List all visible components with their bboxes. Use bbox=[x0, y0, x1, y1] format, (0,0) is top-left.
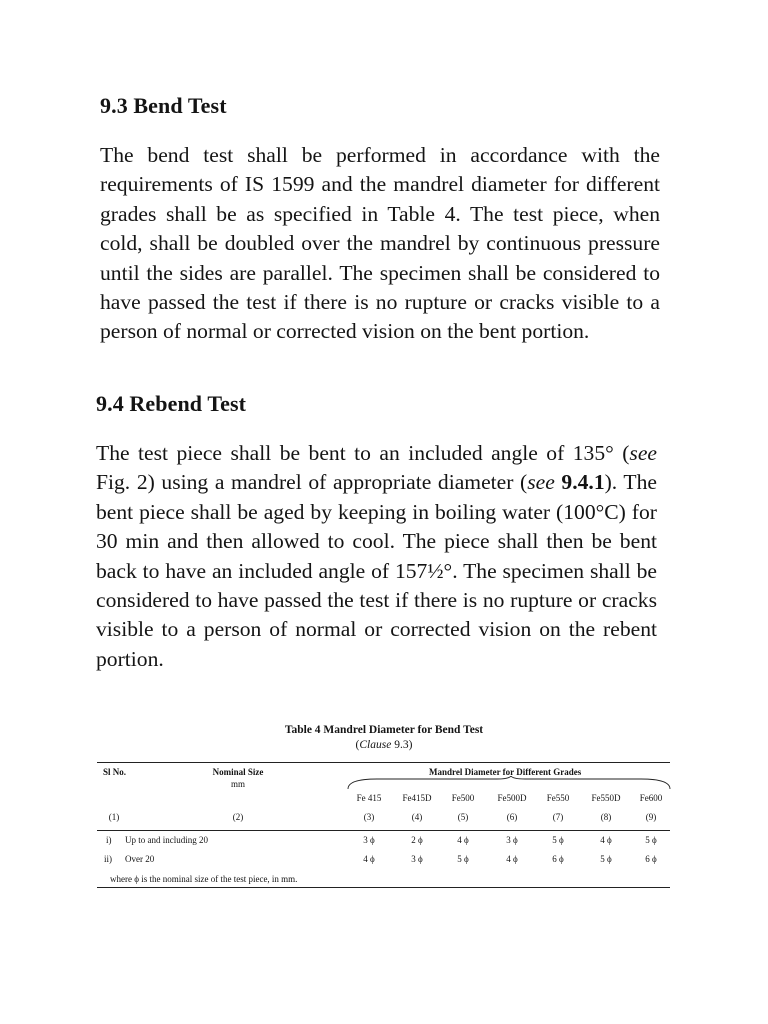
header-nominal-size: Nominal Size bbox=[212, 767, 264, 777]
section-9-4-heading: 9.4 Rebend Test bbox=[96, 391, 247, 416]
mandrel-diameter-cell: 3 ϕ bbox=[363, 835, 375, 845]
mandrel-diameter-cell: 2 ϕ bbox=[411, 835, 423, 845]
column-number: (1) bbox=[108, 812, 120, 822]
section-9-4-paragraph: The test piece shall be bent to an included angle of 135° (see Fig. 2) using a mandrel of appropriate diameter (see 9.4.1). The bent piece shall be aged by keeping in boiling water (100°C) for 30 min and then allowed to cool. The piece shall then be bent back to have an included angle of 157½°. The specimen shall be considered to have passed the test if there is no rupture or cracks visible to a person of normal or corrected vision on the rebent portion. bbox=[96, 441, 657, 671]
column-number: (6) bbox=[506, 812, 518, 822]
row-sl-no: i) bbox=[106, 835, 112, 845]
column-number: (8) bbox=[600, 812, 612, 822]
grade-header: Fe415D bbox=[402, 793, 432, 803]
column-number: (3) bbox=[363, 812, 375, 822]
mandrel-diameter-cell: 4 ϕ bbox=[506, 854, 518, 864]
table-clause: (Clause 9.3) bbox=[355, 739, 413, 751]
grade-header: Fe500 bbox=[451, 793, 475, 803]
section-9-3-paragraph: The bend test shall be performed in accordance with the requirements of IS 1599 and the mandrel diameter for different grades shall be as specified in Table 4. The test piece, when cold, shall be doubled over the mandrel by continuous pressure until the sides are parallel. The specimen shall be considered to have passed the test if there is no rupture or cracks visible to a person of normal or corrected vision on the bent portion. bbox=[100, 143, 660, 344]
grade-header: Fe 415 bbox=[356, 793, 382, 803]
clause-reference: 9.4.1 bbox=[554, 470, 605, 495]
column-number: (5) bbox=[457, 812, 469, 822]
grade-header: Fe550D bbox=[591, 793, 621, 803]
column-number: (7) bbox=[552, 812, 564, 822]
mandrel-diameter-cell: 3 ϕ bbox=[411, 854, 423, 864]
column-number: (2) bbox=[232, 812, 244, 822]
group-brace-icon bbox=[347, 776, 672, 790]
mandrel-diameter-cell: 6 ϕ bbox=[552, 854, 564, 864]
table-bottom-rule bbox=[97, 887, 670, 888]
mandrel-diameter-cell: 5 ϕ bbox=[645, 835, 657, 845]
mandrel-diameter-cell: 4 ϕ bbox=[363, 854, 375, 864]
column-number: (9) bbox=[645, 812, 657, 822]
mandrel-diameter-cell: 5 ϕ bbox=[600, 854, 612, 864]
grade-header: Fe500D bbox=[497, 793, 527, 803]
row-nominal-size: Over 20 bbox=[125, 854, 155, 864]
see-reference-clause: see bbox=[527, 470, 555, 495]
mandrel-diameter-table bbox=[97, 762, 670, 888]
mandrel-diameter-cell: 3 ϕ bbox=[506, 835, 518, 845]
mandrel-diameter-cell: 5 ϕ bbox=[457, 854, 469, 864]
grade-header: Fe600 bbox=[639, 793, 663, 803]
header-sl-no: Sl No. bbox=[103, 767, 127, 777]
mandrel-diameter-cell: 4 ϕ bbox=[457, 835, 469, 845]
grade-header: Fe550 bbox=[546, 793, 570, 803]
column-number: (4) bbox=[411, 812, 423, 822]
table-top-rule bbox=[97, 762, 670, 763]
mandrel-diameter-cell: 6 ϕ bbox=[645, 854, 657, 864]
mandrel-diameter-cell: 5 ϕ bbox=[552, 835, 564, 845]
see-reference-fig: see bbox=[629, 441, 657, 465]
section-9-3-heading: 9.3 Bend Test bbox=[100, 93, 227, 118]
row-nominal-size: Up to and including 20 bbox=[125, 835, 208, 845]
table-title: Table 4 Mandrel Diameter for Bend Test bbox=[284, 724, 484, 736]
header-mandrel-diameter-group: Mandrel Diameter for Different Grades bbox=[429, 767, 582, 777]
row-sl-no: ii) bbox=[104, 854, 112, 864]
header-bottom-rule bbox=[97, 830, 670, 831]
table-footnote: where ϕ is the nominal size of the test piece, in mm. bbox=[110, 874, 298, 884]
header-nominal-unit: mm bbox=[230, 779, 245, 789]
mandrel-diameter-cell: 4 ϕ bbox=[600, 835, 612, 845]
